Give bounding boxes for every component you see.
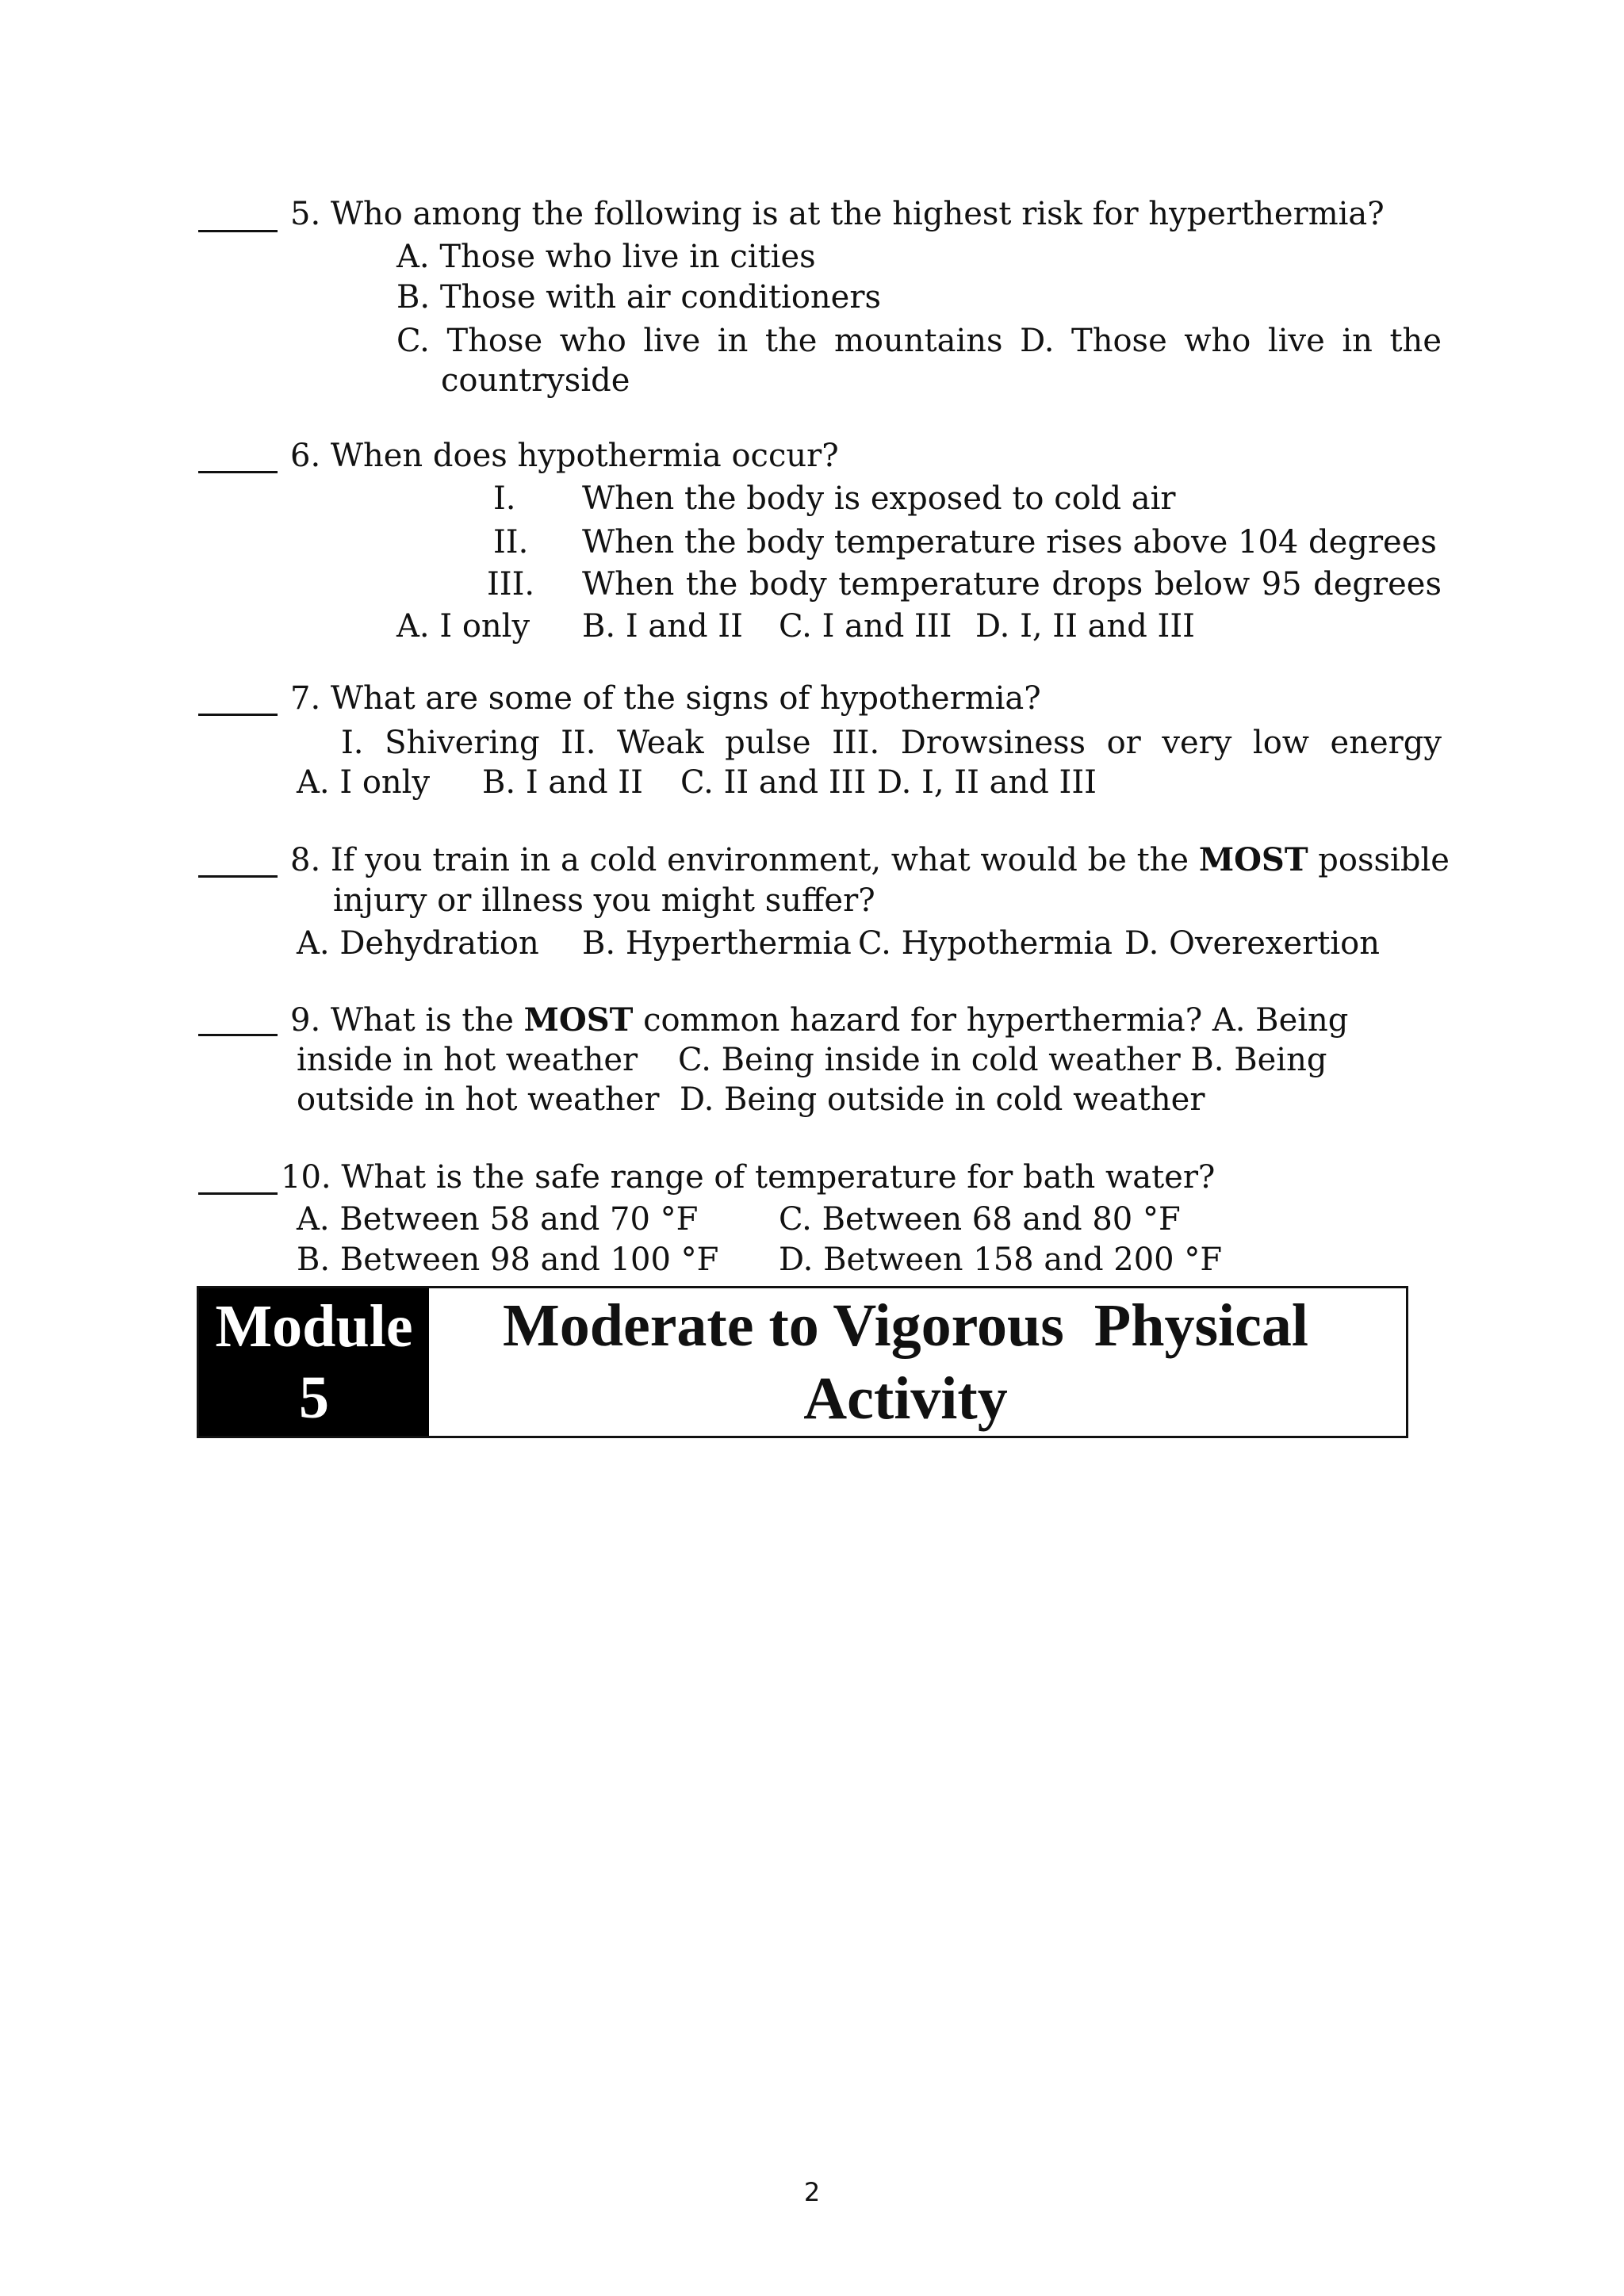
- question-9: 9. What is the MOST common hazard for hyperthermia? A. Being: [290, 1001, 1349, 1039]
- answer-blank-q5[interactable]: [198, 230, 278, 232]
- q8-choice-d: D. Overexertion: [1124, 925, 1380, 962]
- q10-choice-b: B. Between 98 and 100 °F: [297, 1242, 719, 1278]
- q6-choice-d: D. I, II and III: [975, 608, 1195, 645]
- answer-blank-q7[interactable]: [198, 714, 278, 716]
- question-10: 10. What is the safe range of temperature for bath water?: [281, 1159, 1216, 1196]
- q6-statement-roman: III.: [487, 566, 535, 603]
- q8-choice-a: A. Dehydration: [297, 925, 539, 962]
- question-8-cont: injury or illness you might suffer?: [333, 882, 875, 919]
- q7-choice-a: A. I only: [297, 764, 431, 801]
- q5-option-c-d: C. Those who live in the mountains D. Those who live in the: [396, 323, 1442, 359]
- question-9-line3: outside in hot weather D. Being outside in cold weather: [297, 1081, 1205, 1118]
- q7-choice-c: C. II and III: [680, 764, 867, 801]
- question-9-line2: inside in hot weather C. Being inside in cold weather B. Being: [297, 1042, 1327, 1078]
- module-title-line1: Moderate to Vigorous Physical: [502, 1292, 1309, 1359]
- question-8: 8. If you train in a cold environment, what would be the MOST possible: [290, 841, 1450, 878]
- module-label: [199, 1288, 429, 1436]
- answer-blank-q9[interactable]: [198, 1034, 278, 1036]
- q6-choice-c: C. I and III: [779, 608, 952, 645]
- module-title: [429, 1288, 1406, 1436]
- q10-choice-a: A. Between 58 and 70 °F: [297, 1201, 699, 1238]
- question-6: 6. When does hypothermia occur?: [290, 438, 839, 474]
- emphasis-most: MOST: [1198, 841, 1308, 878]
- q5-option-a: A. Those who live in cities: [396, 239, 816, 275]
- module-title-line2: Activity: [803, 1365, 1008, 1432]
- q7-choice-d: D. I, II and III: [877, 764, 1097, 801]
- q6-statement-roman: II.: [493, 524, 529, 561]
- q8-choice-c: C. Hypothermia: [858, 925, 1113, 962]
- q6-choice-b: B. I and II: [582, 608, 743, 645]
- question-7: 7. What are some of the signs of hypothermia?: [290, 680, 1041, 717]
- q6-statement-text: When the body temperature drops below 95 degrees: [582, 566, 1442, 603]
- emphasis-most: MOST: [523, 1001, 634, 1039]
- q7-choice-b: B. I and II: [482, 764, 643, 801]
- answer-blank-q10[interactable]: [198, 1192, 278, 1195]
- q5-option-d-cont: countryside: [441, 362, 630, 399]
- module-label-word: Module: [215, 1293, 413, 1360]
- q10-choice-c: C. Between 68 and 80 °F: [779, 1201, 1181, 1238]
- page-number: 2: [803, 2177, 821, 2207]
- q6-statement-roman: I.: [493, 480, 516, 517]
- question-5: 5. Who among the following is at the highest risk for hyperthermia?: [290, 196, 1385, 232]
- q10-choice-d: D. Between 158 and 200 °F: [779, 1242, 1223, 1278]
- answer-blank-q6[interactable]: [198, 471, 278, 473]
- q8-choice-b: B. Hyperthermia: [582, 925, 852, 962]
- module-header: [197, 1286, 1408, 1438]
- q6-statement-text: When the body temperature rises above 104 degrees: [582, 524, 1437, 561]
- q6-choice-a: A. I only: [396, 608, 530, 645]
- module-number: 5: [299, 1364, 329, 1431]
- q6-statement-text: When the body is exposed to cold air: [582, 480, 1176, 517]
- q5-option-b: B. Those with air conditioners: [396, 279, 881, 316]
- answer-blank-q8[interactable]: [198, 875, 278, 878]
- q7-signs: I. Shivering II. Weak pulse III. Drowsiness or very low energy: [341, 725, 1442, 761]
